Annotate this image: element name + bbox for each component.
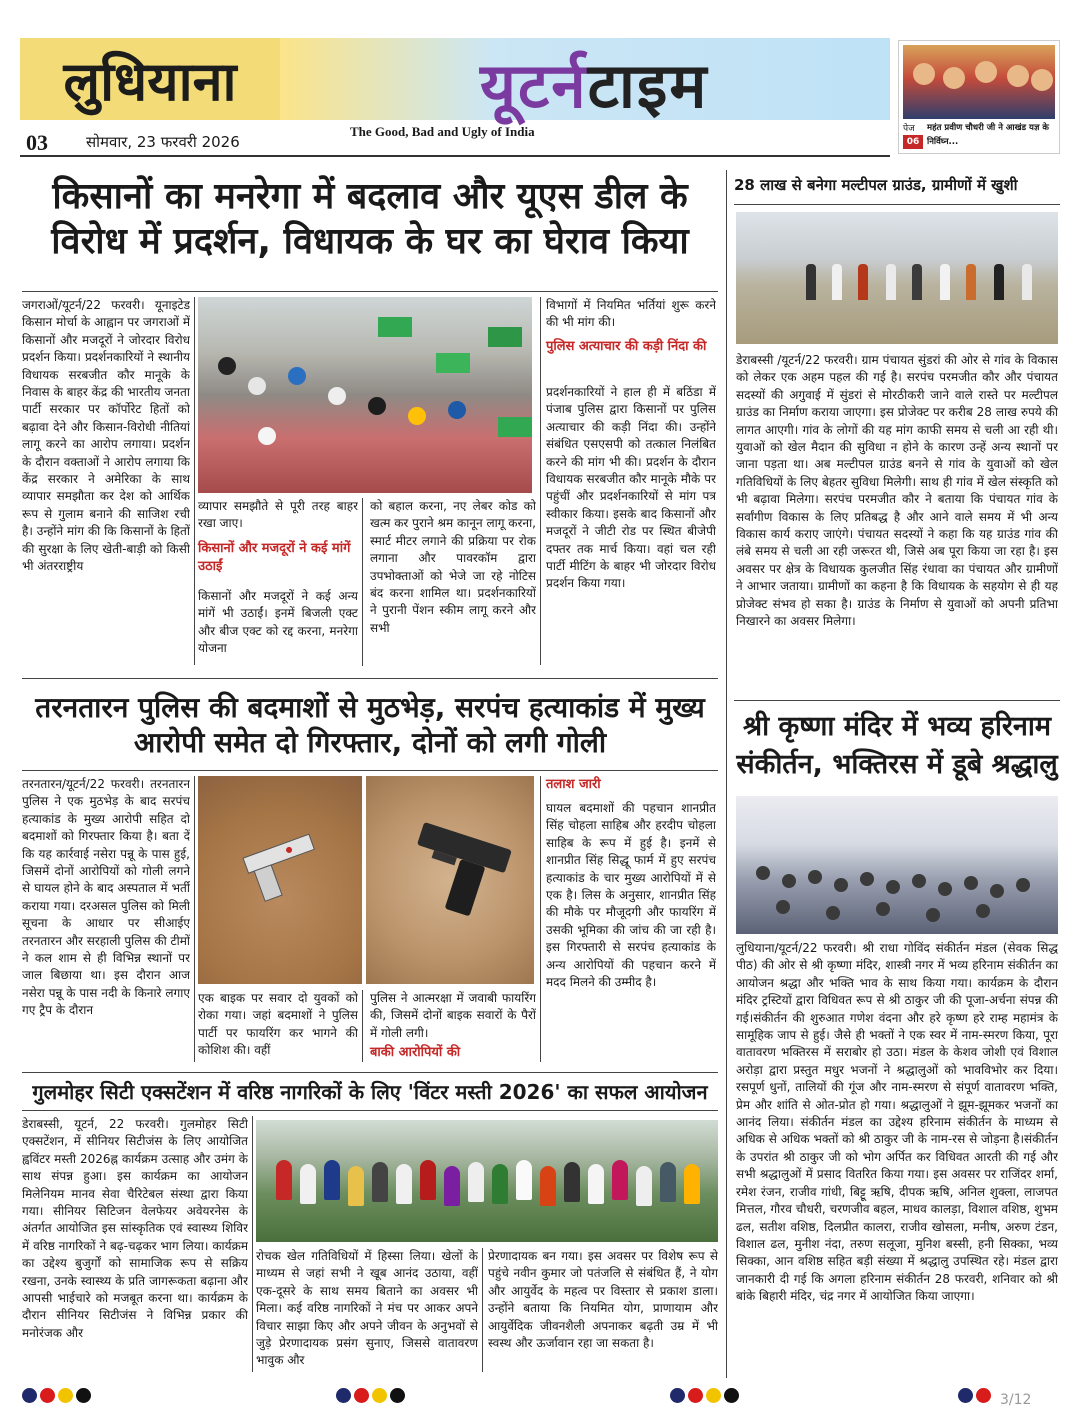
teaser-page-label: पेज <box>903 124 915 134</box>
story3-headline[interactable]: तरनतारन पुलिस की बदमाशों से मुठभेड़, सरपंच हत्याकांड में मुख्य आरोपी समेत दो गिरफ्तार, दोनों को लगी गोली <box>35 691 705 759</box>
color-registration-dots <box>22 1388 94 1406</box>
weapon-photo-2 <box>366 776 534 984</box>
group-photo <box>256 1120 718 1242</box>
logo-part-2: टाइम <box>587 49 709 122</box>
kirtan-photo <box>736 796 1058 934</box>
story5-text-col2: रोचक खेल गतिविधियों में हिस्सा लिया। खेलों के माध्यम से जहां सभी ने खूब आनंद उठाया, वहीं एक-दूसरे के साथ समय बिताने का अवसर भी मिला। कई वरिष्ठ नागरिकों ने मंच पर आकर अपने विचार साझा किए और अपने जीवन के अनुभवों से जुड़े प्रेरणादायक प्रसंग सुनाए, जिससे वातावरण भावुक और <box>256 1249 478 1368</box>
story1-text-col2b: किसानों और मजदूरों ने कई अन्य मांगें भी उठाईं। इनमें बिजली एक्ट और बीज एक्ट को रद्द करना, मनरेगा योजना <box>198 589 358 656</box>
story5-text-col1: डेराबस्सी, यूटर्न, 22 फरवरी। गुलमोहर सिटी एक्सटेंशन, में सीनियर सिटीजंस के लिए आयोजित ह्वविंटर मस्ती 2026ह्न कार्यक्रम उत्साह और उमंग के साथ संपन्न हुआ। इस कार्यक्रम का आयोजन मिलेनियम मानव सेवा चैरिटेबल संस्था द्वारा किया गया। सीनियर सिटिजन वेलफेयर अवेयरनेस के अंतर्गत आयोजित इस सांस्कृतिक एवं स्वास्थ्य शिविर में वरिष्ठ नागरिकों ने बढ़-चढ़कर भाग लिया। कार्यक्रम का उद्देश्य बुजुर्गों को सामाजिक रूप से सक्रिय रखना, उनके स्वास्थ्य के प्रति जागरूकता बढ़ाना और आपसी भाईचारे को मजबूत करना था। कार्यक्रम के दौरान सीनियर सिटीजंस ने विभिन्न प्रकार की मनोरंजक और <box>22 1117 248 1340</box>
story4-headline[interactable]: श्री कृष्णा मंदिर में भव्य हरिनाम संकीर्तन, भक्तिरस में डूबे श्रद्धालु <box>736 711 1058 780</box>
story5-text-col3: प्रेरणादायक बन गया। इस अवसर पर विशेष रूप से पहुंचे नवीन कुमार जो पतंजलि से संबंधित हैं, ने योग और आयुर्वेद के महत्व पर विस्तार से प्रकाश डाला। उन्होंने बताया कि नियमित योग, प्राणायाम और आयुर्वेदिक जीवनशैली अपनाकर बढ़ती उम्र में भी स्वस्थ और ऊर्जावान रहा जा सकता है। <box>488 1249 718 1351</box>
handgun-icon <box>366 776 534 984</box>
story1-text-col2a: व्यापार समझौते से पूरी तरह बाहर रखा जाए। <box>198 499 358 531</box>
ground-photo <box>736 212 1058 344</box>
newspaper-logo[interactable] <box>480 42 880 122</box>
story1-rule <box>22 291 718 292</box>
story1-text-col4b: प्रदर्शनकारियों ने हाल ही में बठिंडा में पंजाब पुलिस द्वारा किसानों पर पुलिस अत्याचार की कड़ी निंदा की। उन्होंने संबंधित एसएसपी को तत्काल निलंबित करने की मांग भी की। प्रदर्शन के दौरान विधायक सरबजीत कौर मानूके मौके पर पहुंचीं और प्रदर्शनकारियों से मांग पत्र स्वीकार किया। इसके बाद किसानों और मजदूरों ने जीटी रोड पर स्थित बीजेपी दफ्तर तक मार्च किया। वहां चल रही पार्टी मीटिंग के बाहर भी जोरदार विरोध प्रदर्शन किया गया। <box>546 385 716 591</box>
story2-headline[interactable]: 28 लाख से बनेगा मल्टीपल ग्राउंड, ग्रामीणों में खुशी <box>734 176 1018 194</box>
logo-band <box>280 38 890 120</box>
page-number: 03 <box>26 130 48 155</box>
color-registration-dots <box>670 1388 742 1406</box>
story3-subhead-search: तलाश जारी <box>546 777 601 792</box>
teaser-photo <box>903 45 1055 119</box>
masthead-divider <box>20 155 890 157</box>
story1-text-col1: जगराओं/यूटर्न/22 फरवरी। यूनाइटेड किसान मोर्चा के आह्वान पर जगराओं में किसानों और मजदूरों ने जोरदार विरोध प्रदर्शन किया। प्रदर्शनकारियों ने स्थानीय विधायक सरबजीत कौर मानूके के निवास के बाहर केंद्र की भारतीय जनता पार्टी सरकार पर कॉर्पोरेट हितों को बढ़ावा देने और किसान-विरोधी नीतियां लागू करने का आरोप लगाया। प्रदर्शन के दौरान वक्ताओं ने आरोप लगाया कि केंद्र सरकार ने अमेरिका के साथ व्यापार समझौता कर देश को आर्थिक रूप से गुलाम बनाने की साजिश रची है। उन्होंने मांग की कि किसानों के हितों की सुरक्षा के लिए खेती-बाड़ी को किसी भी अंतरराष्ट्रीय <box>22 298 190 574</box>
story3-text-col3a: पुलिस ने आत्मरक्षा में जवाबी फायरिंग की, जिसमें दोनों बाइक सवारों के पैरों में गोली लगी। <box>370 991 536 1040</box>
issue-date: सोमवार, 23 फरवरी 2026 <box>86 133 240 151</box>
color-registration-dots <box>336 1388 408 1406</box>
story1-subhead-police: पुलिस अत्याचार की कड़ी निंदा की <box>546 339 707 354</box>
teaser-page-number: 06 <box>903 135 923 149</box>
page-teaser[interactable] <box>898 40 1060 154</box>
story1-headline[interactable]: किसानों का मनरेगा में बदलाव और यूएस डील के विरोध में प्रदर्शन, विधायक के घर का घेराव किया <box>51 176 689 262</box>
masthead <box>20 38 1060 156</box>
city-name: लुधियाना <box>63 50 237 113</box>
teaser-text: महंत प्रवीण चौधरी जी ने आखंड यज्ञ के निर्विघ्न... <box>927 123 1049 147</box>
logo-part-1: यूटर्न <box>480 49 588 122</box>
tagline: The Good, Bad and Ugly of India <box>350 124 535 139</box>
story1-subhead-demands: किसानों और मजदूरों ने कई मांगें उठाईं <box>198 541 351 574</box>
story5-headline[interactable]: गुलमोहर सिटी एक्सटेंशन में वरिष्ठ नागरिकों के लिए 'विंटर मस्ती 2026' का सफल आयोजन <box>32 1080 708 1104</box>
weapon-photo-1 <box>198 776 362 984</box>
story3-text-col1: तरनतारन/यूटर्न/22 फरवरी। तरनतारन पुलिस ने एक मुठभेड़ के बाद सरपंच हत्याकांड के मुख्य आरोपी सहित दो बदमाशों को गिरफ्तार किया है। बता दें कि यह कार्रवाई नसेरा पन्नू के पास हुई, जिसमें दोनों आरोपियों को गोली लगने से घायल होने के बाद अस्पताल में भर्ती कराया गया। दरअसल पुलिस को मिली सूचना के आधार पर सीआईए तरनतारन और सरहाली पुलिस की टीमों ने कल शाम से ही विभिन्न स्थानों पर जाल बिछाया था। इस दौरान आज नसेरा पन्नू के पास नदी के किनारे लगाए गए ट्रैप के दौरान <box>22 777 190 1018</box>
corner-mark: 3/12 <box>1000 1392 1032 1408</box>
column-divider <box>726 170 727 1378</box>
story2-text: डेराबस्सी /यूटर्न/22 फरवरी। ग्राम पंचायत सुंडरां की ओर से गांव के विकास को लेकर एक अहम पहल की गई है। सरपंच परमजीत कौर और पंचायत सदस्यों की अगुवाई में सुंडरां से मोरठीकरी जाने वाले रास्ते पर मल्टीपल ग्राउंड का निर्माण कराया जाएगा। इस प्रोजेक्ट पर करीब 28 लाख रुपये की लागत आएगी। गांव के लोगों की यह मांग काफी समय से चली आ रही थी। युवाओं को खेल मैदान की सुविधा न होने के कारण उन्हें अन्य स्थानों पर जाना पड़ता था। अब मल्टीपल ग्राउंड बनने से गांव के युवाओं को खेल गतिविधियों के लिए बेहतर सुविधा मिलेगी। साथ ही गांव में खेल संस्कृति को भी बढ़ावा मिलेगा। सरपंच परमजीत कौर ने बताया कि पंचायत गांव के सर्वांगीण विकास के लिए प्रतिबद्ध है और आने वाले समय में भी अन्य विकास कार्य कराए जाएंगे। पंचायत सदस्यों ने कहा कि यह ग्राउंड गांव की लंबे समय से चली आ रही जरूरत थी, जिसे अब पूरा किया जा रहा है। इस अवसर पर क्षेत्र के विधायक कुलजीत सिंह रंधावा का पंचायत और ग्रामीणों ने आभार जताया। ग्रामीणों का कहना है कि विधायक के सहयोग से ही यह प्रोजेक्ट संभव हो सका है। ग्राउंड के निर्माण से युवाओं को अपनी प्रतिभा निखारने का अवसर मिलेगा। <box>736 353 1058 629</box>
story3-text-col2: एक बाइक पर सवार दो युवकों को रोका गया। जहां बदमाशों ने पुलिस पार्टी पर फायरिंग कर भागने की कोशिश की। वहीं <box>198 991 358 1058</box>
protest-photo <box>198 297 532 493</box>
story1-text-col3: को बहाल करना, नए लेबर कोड को खत्म कर पुराने श्रम कानून लागू करना, स्मार्ट मीटर लगाने की प्रक्रिया पर रोक लगाना और पावरकॉम द्वारा उपभोक्ताओं को भेजे जा रहे नोटिस बंद करना शामिल था। प्रदर्शनकारियों ने पुरानी पेंशन स्कीम लागू करने और सभी <box>370 499 536 635</box>
city-banner <box>20 38 280 120</box>
story1-text-col4a: विभागों में नियमित भर्तियां शुरू करने की भी मांग की। <box>546 298 716 330</box>
story4-text: लुधियाना/यूटर्न/22 फरवरी। श्री राधा गोविंद संकीर्तन मंडल (सेवक सिद्ध पीठ) की ओर से श्री कृष्णा मंदिर, शास्त्री नगर में भव्य हरिनाम संकीर्तन का आयोजन श्रद्धा और भक्ति भाव के साथ किया गया। कार्यक्रम के दौरान मंदिर ट्रस्टियों द्वारा विधिवत रूप से श्री ठाकुर जी की पूजा-अर्चना संपन्न की गई।संकीर्तन की शुरुआत गणेश वंदना और हरे कृष्ण हरे राम्ह महामंत्र के सामूहिक जाप से हुई। जैसे ही भक्तों ने एक स्वर में नाम-स्मरण किया, पूरा वातावरण भक्तिरस में सराबोर हो उठा। मंडल के केशव जोशी एवं विशाल अरोड़ा द्वारा प्रस्तुत मधुर भजनों ने श्रद्धालुओं को भावविभोर कर दिया। रसपूर्ण धुनों, तालियों की गूंज और नाम-स्मरण से संपूर्ण वातावरण भक्ति, प्रेम और शांति से ओत-प्रोत हो गया। श्रद्धालुओं ने झूम-झूमकर भजनों का आनंद लिया। संकीर्तन मंडल का उद्देश्य हरिनाम संकीर्तन के माध्यम से अधिक से अधिक भक्तों को श्री ठाकुर जी के नाम-रस से जोड़ना है।संकीर्तन के उपरांत श्री ठाकुर जी को भोग अर्पित कर विधिवत आरती की गई और सभी श्रद्धालुओं में प्रसाद वितरित किया गया। इस अवसर पर राजिंदर शर्मा, रमेश रंजन, राजीव गांधी, बिट्टू ऋषि, दीपक ऋषि, अनिल शुक्ला, लाजपत मित्तल, गौरव चौधरी, चरणजीव बहल, माधव कालड़ा, विशाल वशिष्ठ, शुभम ढल, सतीश वशिष्ठ, दिलप्रीत कालरा, राजीव खोसला, मनीष, अरुण टंडन, विशाल ढल, मुनीश नंदा, तरुण सलूजा, मुनिश बस्सी, हनी सिक्का, भव्य सिक्का, आन वशिष्ठ सहित बड़ी संख्या में श्रद्धालु उपस्थित रहे। मंडल द्वारा जानकारी दी गई कि अगला हरिनाम संकीर्तन 28 फरवरी, शनिवार को श्री बांके बिहारी मंदिर, चंद्र नगर में आयोजित किया जाएगा। <box>736 941 1058 1304</box>
pistol-icon <box>198 776 362 984</box>
story3-text-col4: घायल बदमाशों की पहचान शानप्रीत सिंह चोहला साहिब और हरदीप चोहला साहिब के रूप में हुई है। इनमें से शानप्रीत सिंह सिद्धू फार्म में हुए सरपंच हत्याकांड के चार मुख्य आरोपियों में से एक है। लिस के अनुसार, शानप्रीत सिंह की मौके पर मौजूदगी और फायरिंग में उसकी भूमिका की जांच की जा रही है। इस गिरफ्तारी से सरपंच हत्याकांड के अन्य आरोपियों की पहचान करने में मदद मिलने की उम्मीद है। <box>546 801 716 990</box>
color-registration-dots <box>958 1388 994 1406</box>
story3-subhead-remaining: बाकी आरोपियों की <box>370 1045 461 1060</box>
